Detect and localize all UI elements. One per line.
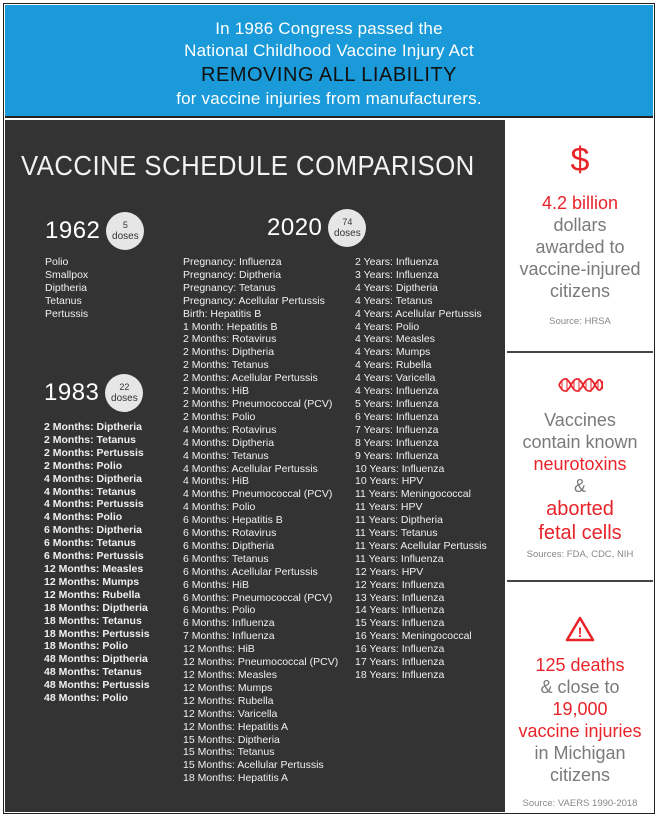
list-item: 12 Months: Mumps <box>44 575 140 588</box>
list-item: 2 Months: Tetanus <box>44 433 136 446</box>
list-item: 4 Years: Varicella <box>355 372 436 385</box>
list-item: 12 Years: HPV <box>355 565 424 578</box>
list-item: 4 Months: Tetanus <box>183 449 269 462</box>
list-item: 2 Months: Polio <box>183 410 256 423</box>
list-item: 12 Months: HiB <box>183 643 255 656</box>
list-item: 18 Months: Hepatitis A <box>183 772 289 785</box>
list-item: 7 Months: Influenza <box>183 630 275 643</box>
injuries-count: 19,000 <box>552 699 608 719</box>
injuries-line-6: citizens <box>549 765 611 785</box>
list-item: 6 Months: HiB <box>183 578 249 591</box>
list-item: 2 Months: HiB <box>183 385 249 398</box>
list-item: 2 Months: Polio <box>44 459 123 472</box>
list-item: 5 Years: Influenza <box>355 397 439 410</box>
list-item: 4 Years: Tetanus <box>355 294 433 307</box>
list-item: 4 Years: Diptheria <box>355 281 438 294</box>
dose-unit: doses <box>111 393 138 404</box>
list-item: 12 Months: Rubella <box>44 588 141 601</box>
list-item: 4 Months: Pertussis <box>44 498 144 511</box>
ingredients-neurotoxins: neurotoxins <box>533 454 627 474</box>
year-2020-heading <box>267 209 366 247</box>
list-item: 6 Months: Diptheria <box>44 524 143 537</box>
ingredients-card <box>507 351 653 578</box>
dose-badge-1962 <box>106 212 144 250</box>
list-item: 6 Months: Tetanus <box>44 537 136 550</box>
list-item: 4 Years: Influenza <box>355 385 439 398</box>
ingredients-fetal-cells: fetal cells <box>538 522 622 544</box>
list-item: 48 Months: Polio <box>44 692 128 705</box>
list-item: 2 Months: Tetanus <box>183 359 269 372</box>
year-1962: 1962 <box>45 217 101 244</box>
banner-line-2: National Childhood Vaccine Injury Act <box>184 41 474 60</box>
svg-text:!: ! <box>577 624 583 640</box>
payout-line-2: awarded to <box>535 237 625 257</box>
list-item: 2 Months: Diptheria <box>44 421 143 433</box>
list-item: 6 Years: Influenza <box>355 410 439 423</box>
list-item: 2 Months: Acellular Pertussis <box>183 372 318 385</box>
list-item: 18 Months: Pertussis <box>44 627 150 640</box>
list-item: Birth: Hepatitis B <box>183 307 262 320</box>
list-item: 6 Months: Diptheria <box>183 539 275 552</box>
list-item: Diptheria <box>45 281 88 294</box>
year-2020: 2020 <box>267 214 323 241</box>
list-item: 18 Years: Influenza <box>355 669 445 681</box>
header-banner <box>5 5 653 118</box>
list-item: 12 Months: Hepatitis A <box>183 720 289 733</box>
dose-unit: doses <box>112 231 139 242</box>
injuries-line-4: vaccine injuries <box>518 721 642 741</box>
year-1983: 1983 <box>44 379 100 406</box>
list-item: 12 Months: Measles <box>183 669 277 681</box>
list-item: 2 Months: Pneumococcal (PCV) <box>183 397 333 410</box>
list-item: 4 Months: Polio <box>44 511 123 524</box>
list-item: 48 Months: Tetanus <box>44 666 142 679</box>
list-item: 4 Months: Diptheria <box>44 472 143 485</box>
list-item: 15 Months: Acellular Pertussis <box>183 759 324 772</box>
payout-source: Source: HRSA <box>549 316 611 327</box>
list-item: 10 Years: HPV <box>355 475 424 488</box>
list-item: 11 Years: Acellular Pertussis <box>355 539 487 552</box>
list-item: 6 Months: Influenza <box>183 617 275 630</box>
list-item: 12 Months: Varicella <box>183 707 278 720</box>
list-item: 13 Years: Influenza <box>355 591 445 604</box>
ingredients-line-2: contain known <box>522 432 638 452</box>
michigan-injuries-card <box>507 580 653 812</box>
list-item: 6 Months: Rotavirus <box>183 527 277 540</box>
list-item: Pertussis <box>45 307 89 320</box>
list-item: 10 Years: Influenza <box>355 462 445 475</box>
payout-amount: 4.2 billion <box>541 193 619 213</box>
injuries-line-2: & close to <box>540 677 620 697</box>
list-item: 2 Years: Influenza <box>355 256 439 268</box>
list-item: 16 Years: Meningococcal <box>355 630 472 643</box>
list-item: Smallpox <box>45 268 89 281</box>
list-item: 18 Months: Diptheria <box>44 601 148 614</box>
list-item: 11 Years: Meningococcal <box>355 488 471 501</box>
warning-icon <box>507 616 653 644</box>
ingredients-ampersand: & <box>573 476 586 496</box>
ingredients-source: Sources: FDA, CDC, NIH <box>526 549 634 560</box>
list-item: 4 Months: Polio <box>183 501 256 514</box>
schedule-1962-list <box>45 256 88 321</box>
list-item: 6 Months: Polio <box>183 604 256 617</box>
list-item: 4 Months: Acellular Pertussis <box>183 462 318 475</box>
list-item: 48 Months: Pertussis <box>44 679 150 692</box>
year-1983-heading <box>44 374 143 412</box>
dose-badge-1983 <box>105 374 143 412</box>
list-item: 15 Months: Tetanus <box>183 746 275 759</box>
list-item: 4 Years: Rubella <box>355 359 432 372</box>
list-item: 4 Months: Diptheria <box>183 436 275 449</box>
list-item: 18 Months: Polio <box>44 640 128 653</box>
list-item: 4 Months: Rotavirus <box>183 423 277 436</box>
list-item: 6 Months: Pneumococcal (PCV) <box>183 591 333 604</box>
banner-line-1: In 1986 Congress passed the <box>215 19 443 38</box>
list-item: 15 Months: Diptheria <box>183 733 280 746</box>
list-item: 4 Years: Polio <box>355 320 420 333</box>
list-item: 2 Months: Rotavirus <box>183 333 277 346</box>
list-item: Pregnancy: Acellular Pertussis <box>183 294 325 307</box>
list-item: 9 Years: Influenza <box>355 449 439 462</box>
dose-count: 74 <box>342 217 353 227</box>
dose-count: 22 <box>119 382 130 392</box>
schedule-1983-list <box>44 421 150 705</box>
list-item: 7 Years: Influenza <box>355 423 439 436</box>
list-item: 14 Years: Influenza <box>355 604 445 617</box>
dollar-icon: $ <box>570 141 590 179</box>
list-item: 15 Years: Influenza <box>355 617 445 630</box>
list-item: 12 Months: Pneumococcal (PCV) <box>183 656 339 669</box>
panel-title: VACCINE SCHEDULE COMPARISON <box>21 150 475 181</box>
list-item: 12 Months: Measles <box>44 562 144 575</box>
list-item: 16 Years: Influenza <box>355 643 445 656</box>
schedule-2020-list-col1 <box>183 256 338 785</box>
list-item: 4 Months: HiB <box>183 475 249 488</box>
payout-line-3: vaccine-injured <box>519 259 641 279</box>
list-item: Tetanus <box>45 294 82 307</box>
list-item: 4 Months: Pneumococcal (PCV) <box>183 488 333 501</box>
dose-count: 5 <box>122 220 128 230</box>
dose-badge-2020 <box>328 209 366 247</box>
ingredients-line-1: Vaccines <box>544 410 616 430</box>
list-item: 17 Years: Influenza <box>355 656 445 669</box>
list-item: 3 Years: Influenza <box>355 268 439 281</box>
list-item: 11 Years: HPV <box>355 501 423 514</box>
list-item: 4 Months: Tetanus <box>44 485 136 498</box>
schedule-2020-list-col2 <box>355 256 487 682</box>
list-item: 12 Months: Mumps <box>183 681 273 694</box>
list-item: 8 Years: Influenza <box>355 436 439 449</box>
list-item: 2 Months: Pertussis <box>44 446 144 459</box>
payout-line-1: dollars <box>553 215 607 235</box>
list-item: Polio <box>45 256 69 268</box>
list-item: Pregnancy: Tetanus <box>183 281 276 294</box>
dose-unit: doses <box>334 228 361 239</box>
schedule-comparison-panel <box>5 120 505 812</box>
list-item: 6 Months: Pertussis <box>44 550 144 563</box>
list-item: 11 Years: Diptheria <box>355 514 443 527</box>
year-1962-heading <box>45 212 144 250</box>
banner-line-4: for vaccine injuries from manufacturers. <box>176 89 482 108</box>
list-item: 2 Months: Diptheria <box>183 346 275 359</box>
liability-payout-card <box>507 120 653 348</box>
injuries-line-5: in Michigan <box>534 743 626 763</box>
payout-line-4: citizens <box>549 281 611 301</box>
list-item: 6 Months: Tetanus <box>183 552 269 565</box>
list-item: 48 Months: Diptheria <box>44 653 148 666</box>
list-item: 1 Month: Hepatitis B <box>183 320 278 333</box>
list-item: 18 Months: Tetanus <box>44 614 142 627</box>
list-item: 12 Years: Influenza <box>355 578 445 591</box>
banner-headline: REMOVING ALL LIABILITY <box>201 64 457 86</box>
list-item: 6 Months: Hepatitis B <box>183 514 283 527</box>
list-item: 4 Years: Mumps <box>355 346 431 359</box>
list-item: 4 Years: Measles <box>355 333 435 346</box>
deaths-count: 125 deaths <box>535 655 625 675</box>
list-item: Pregnancy: Influenza <box>183 256 282 268</box>
list-item: 4 Years: Acellular Pertussis <box>355 307 482 320</box>
list-item: 6 Months: Acellular Pertussis <box>183 565 318 578</box>
ingredients-aborted: aborted <box>546 498 614 520</box>
list-item: 11 Years: Influenza <box>355 552 444 565</box>
list-item: Pregnancy: Diptheria <box>183 268 282 281</box>
list-item: 12 Months: Rubella <box>183 694 274 707</box>
dna-icon <box>507 373 653 399</box>
injuries-source: Source: VAERS 1990-2018 <box>522 798 638 809</box>
list-item: 11 Years: Tetanus <box>355 527 438 540</box>
